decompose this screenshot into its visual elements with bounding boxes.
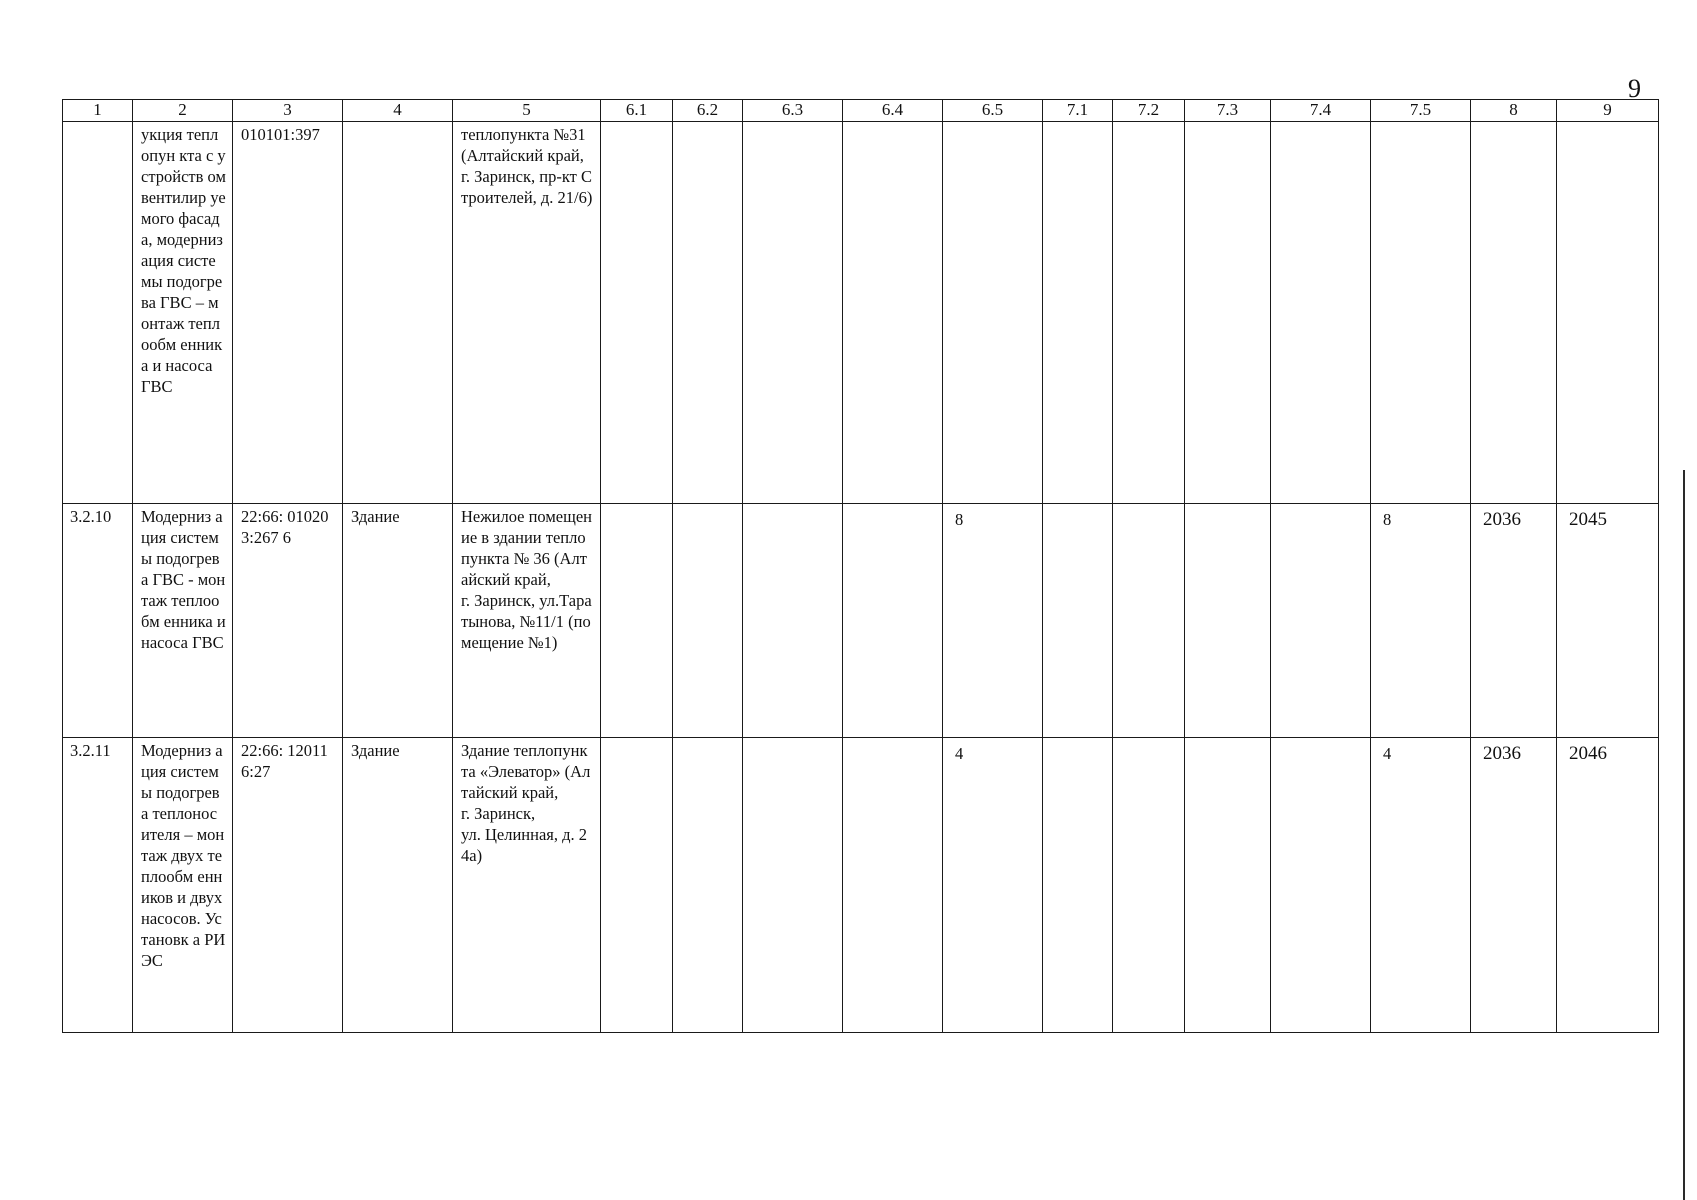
empty-cell [1113,738,1185,1033]
empty-cell [601,122,673,504]
address-cell: Нежилое помещение в здании теплопункта № 36 (Алтайский край, г. Заринск, ул.Таратынова, №11/1 (помещение №1) [453,504,601,738]
empty-cell [673,504,743,738]
column-header: 3 [233,100,343,122]
page-number: 9 [1628,74,1641,103]
table-row [63,122,1659,504]
empty-cell [743,738,843,1033]
row-number-cell: 3.2.10 [63,504,133,738]
value-7-5-cell [1371,122,1471,504]
value-7-5-cell: 4 [1371,738,1471,1033]
empty-cell [743,122,843,504]
empty-cell [843,738,943,1033]
column-header: 8 [1471,100,1557,122]
empty-cell [1185,504,1271,738]
year-end-cell: 2046 [1557,738,1659,1033]
column-header: 5 [453,100,601,122]
empty-cell [843,504,943,738]
column-header: 7.3 [1185,100,1271,122]
empty-cell [1113,504,1185,738]
column-header: 1 [63,100,133,122]
year-start-cell: 2036 [1471,738,1557,1033]
column-header: 7.4 [1271,100,1371,122]
table-row [63,738,1659,1033]
empty-cell [1043,504,1113,738]
empty-cell [673,738,743,1033]
column-header: 7.5 [1371,100,1471,122]
empty-cell [601,738,673,1033]
value-6-5-cell: 4 [943,738,1043,1033]
cadastral-number-cell: 22:66: 010203:267 6 [233,504,343,738]
value-6-5-cell [943,122,1043,504]
column-header: 2 [133,100,233,122]
description-cell: укция теплопун кта с устройств ом вентилир уемого фасада, модерниз ация системы подогрева ГВС – монтаж теплообм енника и насоса ГВС [133,122,233,504]
object-type-cell [343,122,453,504]
scan-edge-line [1683,470,1685,1200]
column-header: 7.2 [1113,100,1185,122]
empty-cell [1271,122,1371,504]
year-end-cell: 2045 [1557,504,1659,738]
address-cell: теплопункта №31 (Алтайский край, г. Заринск, пр-кт Строителей, д. 21/6) [453,122,601,504]
column-header: 6.3 [743,100,843,122]
empty-cell [743,504,843,738]
column-header: 6.1 [601,100,673,122]
description-cell: Модерниз ация системы подогрева ГВС - монтаж теплообм енника и насоса ГВС [133,504,233,738]
empty-cell [601,504,673,738]
column-header: 6.4 [843,100,943,122]
data-table [62,99,1659,1033]
empty-cell [1043,122,1113,504]
column-header: 6.2 [673,100,743,122]
table-row [63,504,1659,738]
empty-cell [1043,738,1113,1033]
header-row [63,100,1659,122]
empty-cell [1185,738,1271,1033]
value-7-5-cell: 8 [1371,504,1471,738]
object-type-cell: Здание [343,504,453,738]
object-type-cell: Здание [343,738,453,1033]
year-end-cell [1557,122,1659,504]
empty-cell [1185,122,1271,504]
cadastral-number-cell: 22:66: 120116:27 [233,738,343,1033]
empty-cell [1113,122,1185,504]
empty-cell [1271,504,1371,738]
year-start-cell: 2036 [1471,504,1557,738]
empty-cell [1271,738,1371,1033]
value-6-5-cell: 8 [943,504,1043,738]
row-number-cell [63,122,133,504]
description-cell: Модерниз ация системы подогрева теплонос ителя – монтаж двух теплообм енников и двух насосов. Установк а РИЭС [133,738,233,1033]
address-cell: Здание теплопункта «Элеватор» (Алтайский край, г. Заринск, ул. Целинная, д. 24а) [453,738,601,1033]
empty-cell [673,122,743,504]
cadastral-number-cell: 010101:397 [233,122,343,504]
year-start-cell [1471,122,1557,504]
column-header: 6.5 [943,100,1043,122]
column-header: 9 [1557,100,1659,122]
empty-cell [843,122,943,504]
column-header: 7.1 [1043,100,1113,122]
row-number-cell: 3.2.11 [63,738,133,1033]
column-header: 4 [343,100,453,122]
